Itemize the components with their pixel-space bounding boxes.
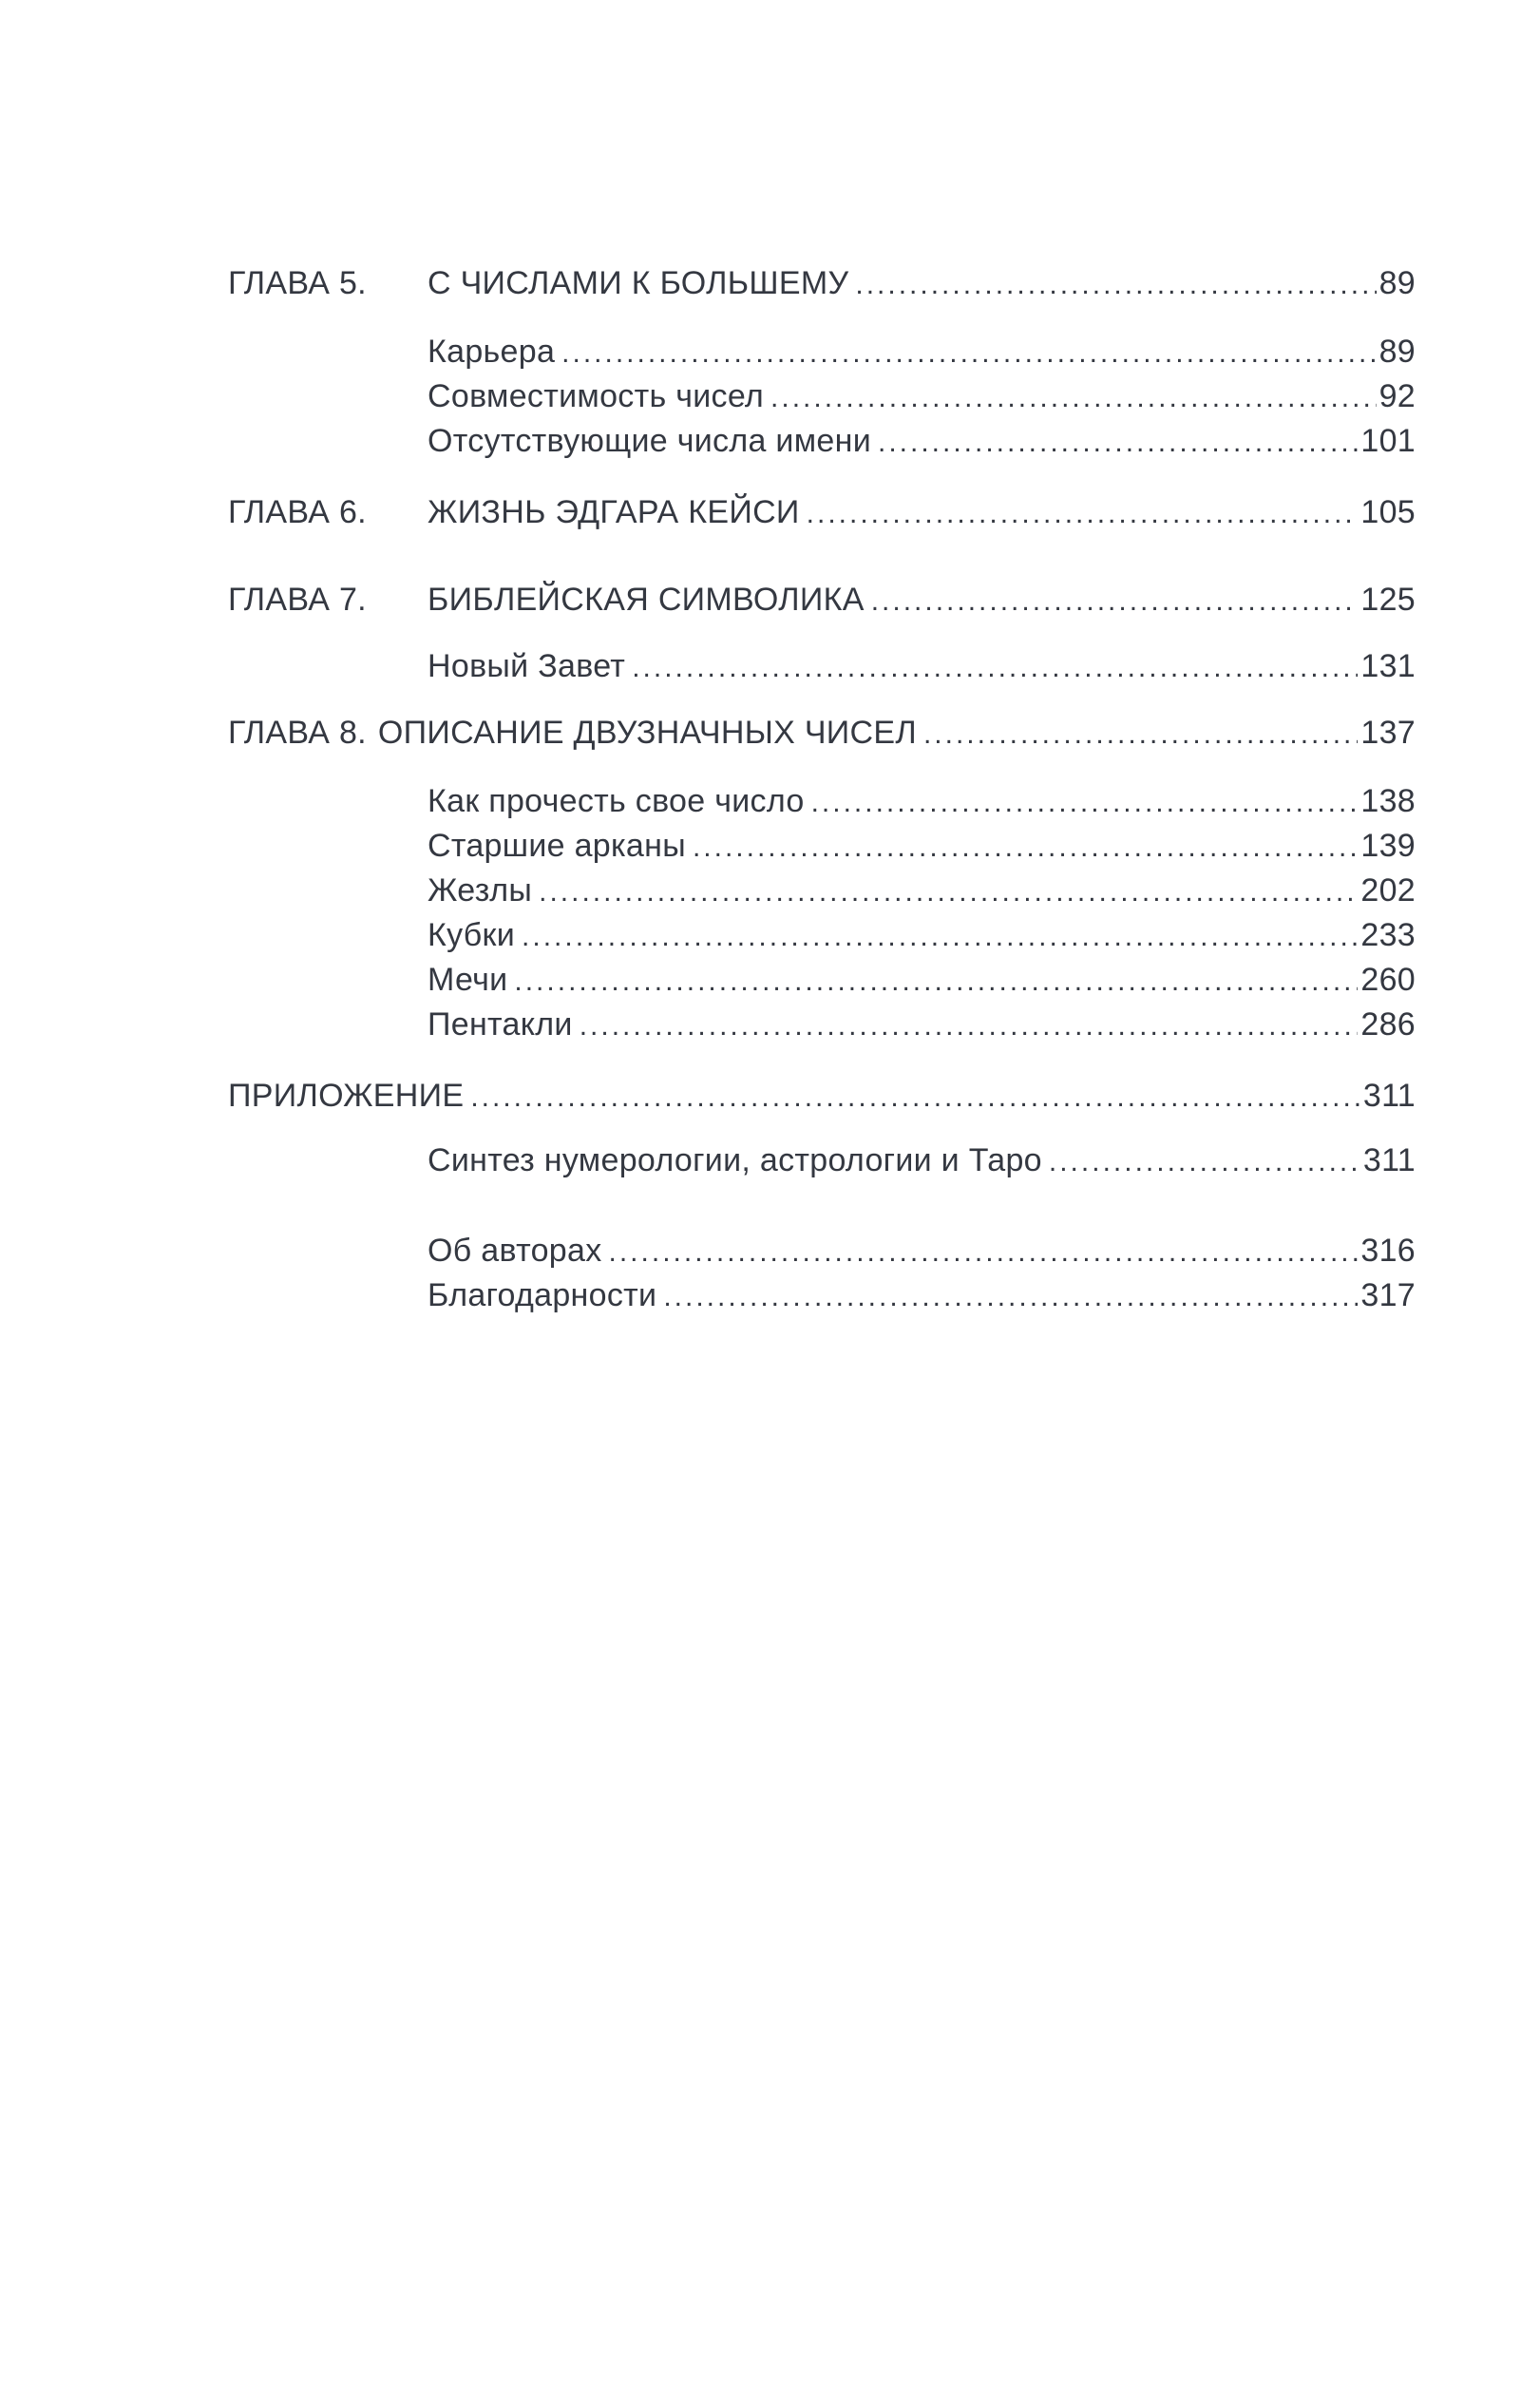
- toc-entry-prilozhenie: [228, 1075, 1416, 1117]
- page-number: 311: [1362, 1078, 1416, 1114]
- toc-entry-novyi-zavet: [228, 645, 1416, 687]
- dot-leader: [561, 331, 1376, 374]
- table-of-contents: [228, 262, 1416, 1316]
- dot-leader: [811, 780, 1359, 824]
- dot-leader: [1049, 1139, 1360, 1183]
- entry-title: Кубки: [428, 917, 516, 953]
- entry-title: Благодарности: [428, 1277, 657, 1313]
- toc-entry-blagodarnosti: [228, 1274, 1416, 1316]
- dot-leader: [663, 1274, 1358, 1318]
- page-number: 233: [1360, 917, 1416, 953]
- toc-entry-chapter-7: [228, 579, 1416, 621]
- entry-title: БИБЛЕЙСКАЯ СИМВОЛИКА: [428, 582, 865, 618]
- entry-title: Карьера: [428, 334, 556, 370]
- dot-leader: [871, 579, 1359, 622]
- page-number: 92: [1378, 378, 1416, 414]
- page-number: 202: [1360, 872, 1416, 909]
- chapter-label: ГЛАВА 8.: [228, 715, 367, 751]
- toc-entry-kariera: [228, 331, 1416, 373]
- dot-leader: [632, 645, 1358, 689]
- toc-entry-kak-prochest: [228, 780, 1416, 822]
- entry-title: Старшие арканы: [428, 828, 686, 864]
- page-number: 138: [1360, 783, 1416, 819]
- entry-title: Пентакли: [428, 1006, 573, 1043]
- page-number: 317: [1360, 1277, 1416, 1313]
- toc-entry-mechi: [228, 959, 1416, 1001]
- page-number: 311: [1362, 1142, 1416, 1178]
- page-number: 105: [1360, 494, 1416, 530]
- dot-leader: [539, 870, 1358, 913]
- page-number: 89: [1378, 265, 1416, 301]
- page-number: 125: [1360, 582, 1416, 618]
- entry-title: Совместимость чисел: [428, 378, 765, 414]
- toc-entry-sintez: [228, 1139, 1416, 1181]
- page-number: 89: [1378, 334, 1416, 370]
- entry-title: Об авторах: [428, 1233, 602, 1269]
- dot-leader: [514, 959, 1358, 1003]
- toc-entry-pentakli: [228, 1004, 1416, 1045]
- entry-title: Жезлы: [428, 872, 533, 909]
- dot-leader: [855, 262, 1376, 306]
- entry-title: Отсутствующие числа имени: [428, 423, 871, 459]
- dot-leader: [470, 1075, 1360, 1119]
- page-number: 286: [1360, 1006, 1416, 1043]
- dot-leader: [923, 712, 1358, 756]
- dot-leader: [522, 914, 1358, 958]
- entry-title: ЖИЗНЬ ЭДГАРА КЕЙСИ: [428, 494, 800, 530]
- page-number: 101: [1360, 423, 1416, 459]
- dot-leader: [807, 491, 1359, 535]
- dot-leader: [693, 825, 1358, 869]
- dot-leader: [580, 1004, 1359, 1047]
- dot-leader: [878, 420, 1358, 464]
- entry-title: Как прочесть свое число: [428, 783, 805, 819]
- page-number: 131: [1360, 648, 1416, 684]
- chapter-label: ГЛАВА 6.: [228, 494, 367, 530]
- entry-title: ПРИЛОЖЕНИЕ: [228, 1078, 465, 1114]
- page-number: 137: [1360, 715, 1416, 751]
- toc-entry-sovmestimost: [228, 375, 1416, 417]
- entry-title: С ЧИСЛАМИ К БОЛЬШЕМУ: [428, 265, 849, 301]
- page-number: 316: [1360, 1233, 1416, 1269]
- entry-title: Синтез нумерологии, астрологии и Таро: [428, 1142, 1042, 1178]
- dot-leader: [609, 1230, 1359, 1273]
- page-number: 260: [1360, 962, 1416, 998]
- toc-entry-zhezly: [228, 870, 1416, 911]
- chapter-label: ГЛАВА 7.: [228, 582, 367, 618]
- entry-title: Мечи: [428, 962, 508, 998]
- toc-entry-chapter-5: [228, 262, 1416, 304]
- dot-leader: [770, 375, 1377, 419]
- page-number: 139: [1360, 828, 1416, 864]
- toc-entry-ob-avtorakh: [228, 1230, 1416, 1272]
- toc-entry-otsutstvuyushchie: [228, 420, 1416, 462]
- entry-title: ОПИСАНИЕ ДВУЗНАЧНЫХ ЧИСЕЛ: [377, 715, 917, 751]
- toc-entry-chapter-8: [228, 712, 1416, 754]
- toc-entry-starshie-arkany: [228, 825, 1416, 867]
- entry-title: Новый Завет: [428, 648, 626, 684]
- toc-entry-kubki: [228, 914, 1416, 956]
- chapter-label: ГЛАВА 5.: [228, 265, 367, 301]
- toc-entry-chapter-6: [228, 491, 1416, 533]
